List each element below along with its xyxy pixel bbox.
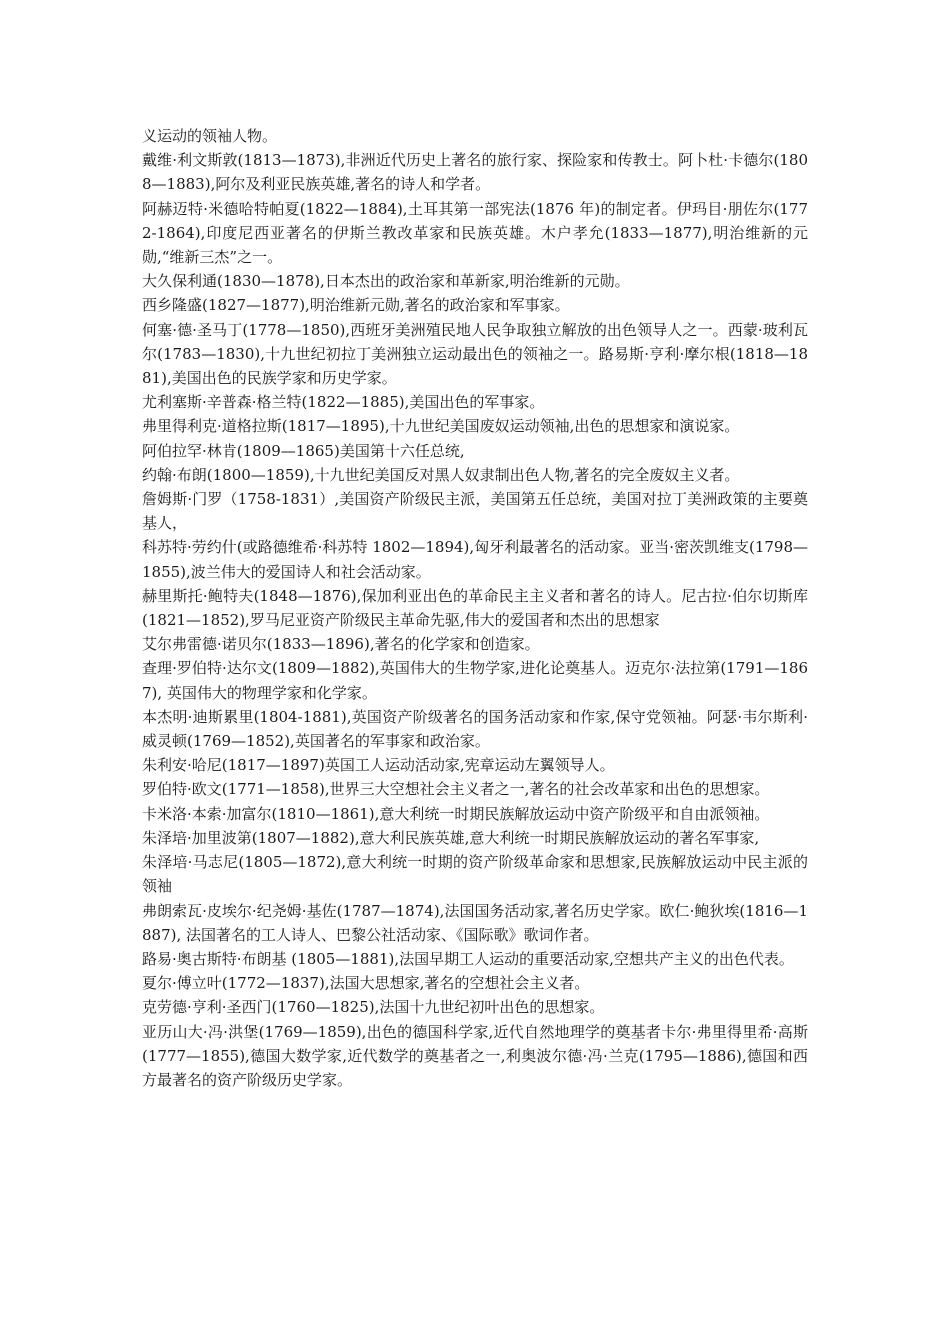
paragraph: 阿赫迈特·米德哈特帕夏(1822—1884),土耳其第一部宪法(1876 年)的制定者。伊玛目·朋佐尔(1772-1864),印度尼西亚著名的伊斯兰教改革家和民族英雄。木户孝允(1833—1877),明治维新的元勋,“维新三杰”之一。: [142, 199, 808, 267]
paragraph: 科苏特·劳约什(或路德维希·科苏特 1802—1894),匈牙利最著名的活动家。亚当·密茨凯维支(1798—1855),波兰伟大的爱国诗人和社会活动家。: [142, 538, 808, 581]
document-body: [142, 124, 808, 1092]
paragraph: 朱泽培·马志尼(1805—1872),意大利统一时期的资产阶级革命家和思想家,民族解放运动中民主派的领袖: [142, 853, 808, 896]
paragraph: 詹姆斯·门罗（1758-1831）,美国资产阶级民主派，美国第五任总统，美国对拉丁美洲政策的主要奠基人，: [142, 490, 808, 533]
paragraph: 克劳德·亨利·圣西门(1760—1825),法国十九世纪初叶出色的思想家。: [142, 998, 605, 1017]
paragraph: 查理·罗伯特·达尔文(1809—1882),英国伟大的生物学家,进化论奠基人。迈克尔·法拉第(1791—1867), 英国伟大的物理学家和化学家。: [142, 659, 808, 702]
paragraph: 朱泽培·加里波第(1807—1882),意大利民族英雄,意大利统一时期民族解放运动的著名军事家,: [142, 828, 760, 847]
paragraph: 本杰明·迪斯累里(1804-1881),英国资产阶级著名的国务活动家和作家,保守党领袖。阿瑟·韦尔斯利·威灵顿(1769—1852),英国著名的军事家和政治家。: [142, 707, 808, 751]
paragraph: 戴维·利文斯敦(1813—1873),非洲近代历史上著名的旅行家、探险家和传教士。阿卜杜·卡德尔(1808—1883),阿尔及利亚民族英雄,著名的诗人和学者。: [142, 151, 808, 194]
paragraph: 亚历山大·冯·洪堡(1769—1859),出色的德国科学家,近代自然地理学的奠基者卡尔·弗里得里希·高斯(1777—1855),德国大数学家,近代数学的奠基者之一,利奥波尔德·冯·兰克(1795—1886),德国和西方最著名的资产阶级历史学家。: [142, 1022, 808, 1089]
paragraph: 卡米洛·本索·加富尔(1810—1861),意大利统一时期民族解放运动中资产阶级平和自由派领袖。: [142, 804, 770, 823]
paragraph: 赫里斯托·鲍特夫(1848—1876),保加利亚出色的革命民主主义者和著名的诗人。尼古拉·伯尔切斯库(1821—1852),罗马尼亚资产阶级民主革命先驱,伟大的爱国者和杰出的思想家: [142, 586, 808, 630]
paragraph: 朱利安·哈尼(1817—1897)英国工人运动活动家,宪章运动左翼领导人。: [142, 756, 615, 775]
paragraph: 弗里得利克·道格拉斯(1817—1895),十九世纪美国废奴运动领袖,出色的思想家和演说家。: [142, 417, 740, 436]
paragraph: 尤利塞斯·辛普森·格兰特(1822—1885),美国出色的军事家。: [142, 393, 545, 412]
paragraph: 路易·奥古斯特·布朗基 (1805—1881),法国早期工人运动的重要活动家,空想共产主义的出色代表。: [142, 949, 794, 968]
paragraph: 阿伯拉罕·林肯(1809—1865)美国第十六任总统,: [142, 441, 465, 460]
paragraph: 罗伯特·欧文(1771—1858),世界三大空想社会主义者之一,著名的社会改革家和出色的思想家。: [142, 780, 770, 799]
paragraph: 何塞·德·圣马丁(1778—1850),西班牙美洲殖民地人民争取独立解放的出色领导人之一。西蒙·玻利瓦尔(1783—1830),十九世纪初拉丁美洲独立运动最出色的领袖之一。路易斯·亨利·摩尔根(1818—1881),美国出色的民族学家和历史学家。: [142, 320, 808, 388]
paragraph: 夏尔·傅立叶(1772—1837),法国大思想家,著名的空想社会主义者。: [142, 974, 590, 993]
paragraph: 艾尔弗雷德·诺贝尔(1833—1896),著名的化学家和创造家。: [142, 635, 540, 654]
paragraph: 弗朗索瓦·皮埃尔·纪尧姆·基佐(1787—1874),法国国务活动家,著名历史学家。欧仁·鲍狄埃(1816—1887), 法国著名的工人诗人、巴黎公社活动家、《国际歌》歌词作者。: [142, 901, 808, 944]
paragraph: 大久保利通(1830—1878),日本杰出的政治家和革新家,明治维新的元勋。: [142, 272, 630, 291]
paragraph: 义运动的领袖人物。: [142, 127, 278, 145]
paragraph: 约翰·布朗(1800—1859),十九世纪美国反对黑人奴隶制出色人物,著名的完全废奴主义者。: [142, 465, 740, 484]
paragraph: 西乡隆盛(1827—1877),明治维新元勋,著名的政治家和军事家。: [142, 296, 570, 315]
